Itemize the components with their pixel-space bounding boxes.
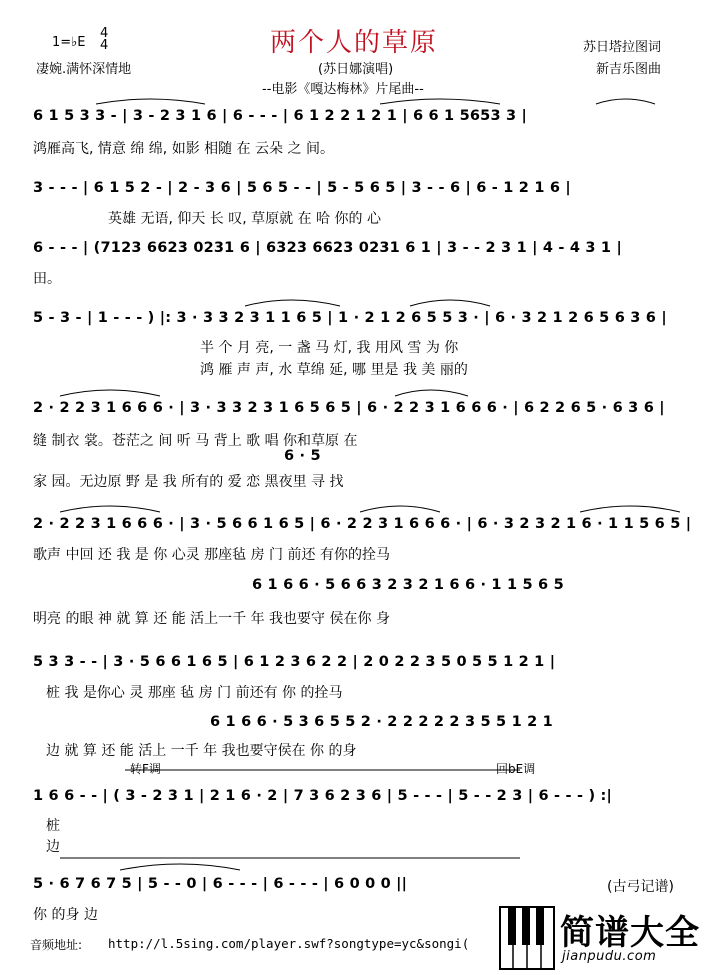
time-top: 4 — [100, 26, 109, 41]
lyric-line-4a: 半 个 月 亮, 一 盏 马 灯, 我 用风 雪 为 你 — [200, 340, 459, 356]
lyric-line-7b: 边 就 算 还 能 活上 一千 年 我也要守侯在 你 的身 — [46, 743, 357, 759]
transcriber-credit: (古弓记谱) — [607, 879, 674, 895]
site-logo[interactable] — [498, 905, 713, 973]
slur — [410, 300, 490, 306]
score-line-7: 5 3 3 - - | 3 · 5 6 6 1 6 5 | 6 1 2 3 6 2 2 | 2 0 2 2 3 5 0 5 5 1 2 1 | — [33, 654, 556, 670]
lyricist-credit: 苏日塔拉图词 — [583, 40, 662, 55]
singer-credit: (苏日娜演唱) — [318, 62, 394, 77]
time-bottom: 4 — [100, 38, 109, 53]
key-signature: 1=♭E — [52, 35, 86, 50]
slur — [395, 390, 468, 396]
composer-credit: 新吉乐图曲 — [596, 62, 662, 77]
slur — [596, 99, 655, 104]
score-line-1: 6 1 5 3 3 - | 3 - 2 3 1 6 | 6 - - - | 6 1 2 2 1 2 1 | 6 6 1 5653 3 | — [33, 108, 528, 124]
score-line-6: 2 · 2 2 3 1 6 6 6 · | 3 · 5 6 6 1 6 5 | 6 · 2 2 3 1 6 6 6 · | 6 · 3 2 3 2 1 6 · 1 1 5 6 5 | — [33, 516, 692, 532]
lyric-line-8b: 边 — [46, 839, 60, 855]
film-credit: --电影《嘎达梅林》片尾曲-- — [262, 82, 424, 97]
slur — [245, 300, 340, 306]
lyric-line-9: 你 的身 边 — [33, 907, 98, 923]
alt-notes-5: 6 · 5 — [284, 448, 321, 464]
key-change-eb: 回bE调 — [496, 762, 536, 776]
slur — [360, 506, 440, 512]
score-line-5: 2 · 2 2 3 1 6 6 6 · | 3 · 3 3 2 3 1 6 5 6 5 | 6 · 2 2 3 1 6 6 6 · | 6 2 2 6 5 · 6 3 6 | — [33, 400, 665, 416]
lyric-line-6b: 明亮 的眼 神 就 算 还 能 活上一千 年 我也要守 侯在你 身 — [33, 611, 390, 627]
slur — [120, 864, 240, 870]
logo-name: 简谱大全 — [560, 913, 700, 953]
alt-notes-7: 6 1 6 6 · 5 3 6 5 5 2 · 2 2 2 2 2 3 5 5 1 2 1 — [210, 714, 553, 730]
piano-keys-icon — [498, 905, 556, 971]
score-line-3: 6 - - - | (7123 6623 0231 6 | 6323 6623 0231 6 1 | 3 - - 2 3 1 | 4 - 4 3 1 | — [33, 240, 622, 256]
score-line-4: 5 - 3 - | 1 - - - ) |: 3 · 3 3 2 3 1 1 6 5 | 1 · 2 1 2 6 5 5 3 · | 6 · 3 2 1 2 6 5 6 3 6 | — [33, 310, 667, 326]
slur — [380, 99, 500, 104]
lyric-line-4b: 鸿 雁 声 声, 水 草绵 延, 哪 里是 我 美 丽的 — [200, 362, 468, 378]
lyric-line-7a: 桩 我 是你心 灵 那座 毡 房 门 前还有 你 的拴马 — [46, 685, 343, 701]
lyric-line-8a: 桩 — [46, 818, 60, 834]
score-line-9: 5 · 6 7 6 7 5 | 5 - - 0 | 6 - - - | 6 - - - | 6 0 0 0 || — [33, 876, 408, 892]
score-line-8: 1 6 6 - - | ( 3 - 2 3 1 | 2 1 6 · 2 | 7 3 6 2 3 6 | 5 - - - | 5 - - 2 3 | 6 - - - ) :| — [33, 788, 613, 804]
lyric-line-3: 田。 — [33, 271, 61, 287]
slur — [580, 506, 680, 512]
key-change-f: 转F调 — [130, 762, 161, 776]
slur — [96, 99, 205, 104]
audio-label: 音频地址: — [30, 938, 83, 952]
slur — [60, 506, 160, 512]
lyric-line-5b: 家 园。无边原 野 是 我 所有的 爱 恋 黑夜里 寻 找 — [33, 474, 344, 490]
page-title: 两个人的草原 — [270, 28, 439, 58]
lyric-line-2: 英雄 无语, 仰天 长 叹, 草原就 在 哈 你的 心 — [108, 211, 381, 227]
lyric-line-1: 鸿雁高飞, 情意 绵 绵, 如影 相随 在 云朵 之 间。 — [33, 141, 334, 157]
score-line-2: 3 - - - | 6 1 5 2 - | 2 - 3 6 | 5 6 5 - - | 5 - 5 6 5 | 3 - - 6 | 6 - 1 2 1 6 | — [33, 180, 571, 196]
audio-url[interactable]: http://l.5sing.com/player.swf?songtype=yc&songi( — [108, 936, 470, 951]
mood-marking: 凄婉.满怀深情地 — [36, 62, 132, 77]
alt-notes-6: 6 1 6 6 · 5 6 6 3 2 3 2 1 6 6 · 1 1 5 6 5 — [252, 577, 564, 593]
lyric-line-6a: 歌声 中回 还 我 是 你 心灵 那座毡 房 门 前还 有你的拴马 — [33, 547, 390, 563]
slur — [60, 390, 160, 396]
logo-site: jianpudu.com — [562, 949, 657, 964]
lyric-line-5a: 缝 制衣 裳。苍茫之 间 听 马 背上 歌 唱 你和草原 在 — [33, 433, 358, 449]
